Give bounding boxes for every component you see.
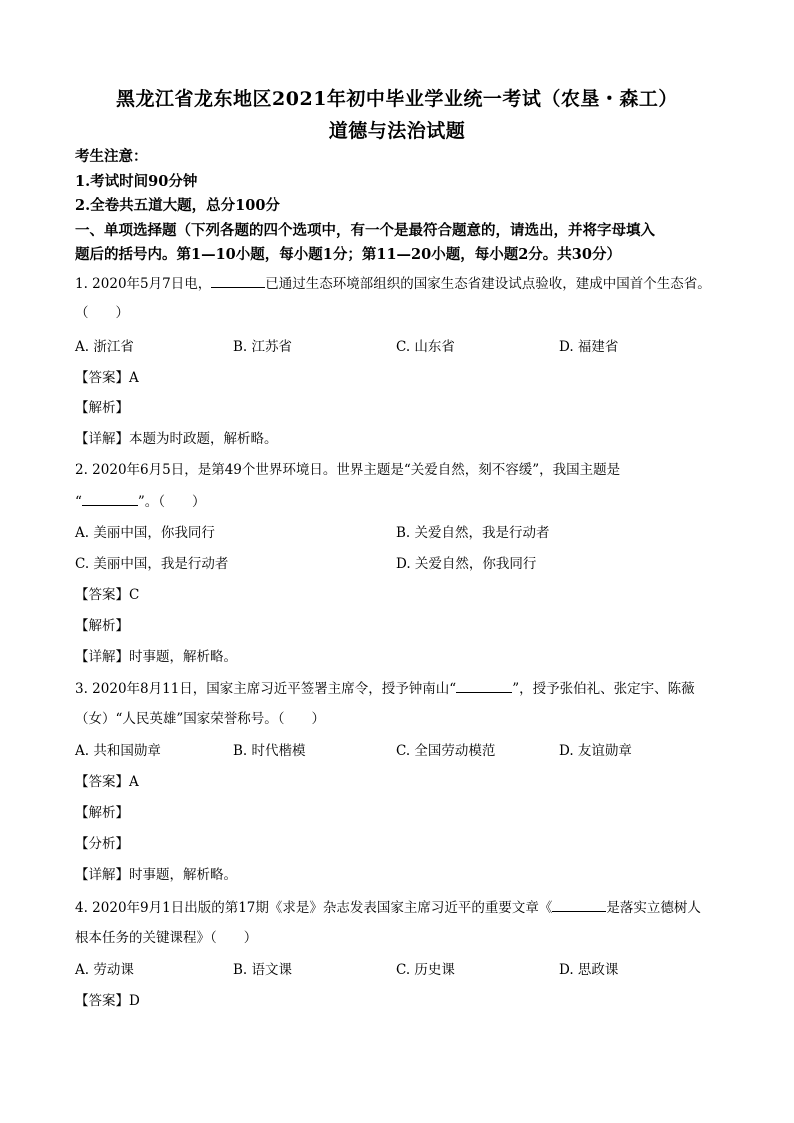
question-3-line2: （女）“人民英雄”国家荣誉称号。（ ） bbox=[75, 711, 326, 727]
question-3-post: ”，授予张伯礼、张定宇、陈薇 bbox=[512, 681, 695, 697]
q2-detail bbox=[75, 647, 735, 667]
question-1-blank bbox=[211, 273, 265, 288]
question-3-pre: 3. 2020年8月11日，国家主席习近平签署主席令，授予钟南山“ bbox=[75, 681, 457, 697]
answer-label: 【答案】 bbox=[75, 587, 129, 603]
q3-analysis-label: 【解析】 bbox=[75, 805, 129, 821]
q2-answer bbox=[75, 585, 735, 605]
q4-option-c: C. 历史课 bbox=[396, 962, 455, 978]
section-instructions-line2: 题后的括号内。第1—10小题，每小题1分；第11—20小题，每小题2分。共30分） bbox=[75, 246, 621, 263]
exam-subtitle: 道德与法治试题 bbox=[328, 120, 466, 142]
q3-answer bbox=[75, 772, 735, 792]
question-4-stem bbox=[75, 897, 735, 918]
section-instructions-line1: 一、单项选择题（下列各题的四个选项中，有一个是最符合题意的，请选出，并将字母填入 bbox=[75, 222, 655, 239]
question-1-stem bbox=[75, 273, 735, 294]
q1-option-a: A. 浙江省 bbox=[75, 339, 134, 355]
detail-label: 【详解】 bbox=[75, 867, 129, 883]
detail-label: 【详解】 bbox=[75, 431, 129, 447]
notice-item-2: 2.全卷共五道大题，总分100分 bbox=[75, 197, 280, 214]
question-2-blank bbox=[82, 491, 138, 506]
question-2-stem: 2. 2020年6月5日，是第49个世界环境日。世界主题是“关爱自然，刻不容缓”，我国主题是 bbox=[75, 462, 621, 478]
q3-fenxi-label: 【分析】 bbox=[75, 836, 129, 852]
question-1-pre: 1. 2020年5月7日电， bbox=[75, 276, 212, 292]
q3-answer-value: A bbox=[129, 774, 139, 790]
q4-answer-value: D bbox=[129, 993, 140, 1009]
q3-detail bbox=[75, 865, 735, 885]
question-4-post: 是落实立德树人 bbox=[606, 900, 701, 916]
question-2-post: ”。（ ） bbox=[137, 494, 206, 510]
answer-label: 【答案】 bbox=[75, 370, 129, 386]
question-3-blank bbox=[456, 678, 512, 693]
detail-label: 【详解】 bbox=[75, 649, 129, 665]
q1-analysis-label: 【解析】 bbox=[75, 400, 129, 416]
question-4-pre: 4. 2020年9月1日出版的第17期《求是》杂志发表国家主席习近平的重要文章《 bbox=[75, 900, 553, 916]
question-3-stem bbox=[75, 678, 735, 699]
q2-option-a: A. 美丽中国，你我同行 bbox=[75, 525, 215, 541]
q2-option-c: C. 美丽中国，我是行动者 bbox=[75, 556, 229, 572]
answer-label: 【答案】 bbox=[75, 774, 129, 790]
q3-option-c: C. 全国劳动模范 bbox=[396, 743, 496, 759]
question-4-line2: 根本任务的关键课程》（ ） bbox=[75, 930, 258, 946]
question-1-paren: （ ） bbox=[75, 305, 129, 321]
q4-answer bbox=[75, 991, 735, 1011]
q2-answer-value: C bbox=[129, 587, 140, 603]
question-2-pre: “ bbox=[75, 494, 82, 510]
question-4-blank bbox=[552, 897, 606, 912]
notice-item-1: 1.考试时间90分钟 bbox=[75, 173, 198, 190]
q1-option-b: B. 江苏省 bbox=[233, 339, 293, 355]
q1-answer bbox=[75, 368, 735, 388]
notice-heading: 考生注意： bbox=[75, 148, 148, 165]
q1-option-c: C. 山东省 bbox=[396, 339, 455, 355]
q4-option-a: A. 劳动课 bbox=[75, 962, 134, 978]
q1-option-d: D. 福建省 bbox=[559, 339, 619, 355]
q3-detail-text: 时事题，解析略。 bbox=[129, 867, 237, 883]
q1-detail-text: 本题为时政题，解析略。 bbox=[129, 431, 278, 447]
q3-option-d: D. 友谊勋章 bbox=[559, 743, 632, 759]
exam-title: 黑龙江省龙东地区2021年初中毕业学业统一考试（农垦・森工） bbox=[116, 88, 678, 110]
question-2-line2 bbox=[75, 491, 735, 512]
q2-detail-text: 时事题，解析略。 bbox=[129, 649, 237, 665]
q1-answer-value: A bbox=[129, 370, 139, 386]
q3-option-a: A. 共和国勋章 bbox=[75, 743, 161, 759]
question-1-post: 已通过生态环境部组织的国家生态省建设试点验收，建成中国首个生态省。 bbox=[265, 276, 711, 292]
q1-detail bbox=[75, 429, 735, 449]
q2-option-d: D. 关爱自然，你我同行 bbox=[396, 556, 537, 572]
q2-analysis-label: 【解析】 bbox=[75, 618, 129, 634]
answer-label: 【答案】 bbox=[75, 993, 129, 1009]
q4-option-b: B. 语文课 bbox=[233, 962, 293, 978]
q4-option-d: D. 思政课 bbox=[559, 962, 619, 978]
q3-option-b: B. 时代楷模 bbox=[233, 743, 306, 759]
q2-option-b: B. 关爱自然，我是行动者 bbox=[396, 525, 550, 541]
